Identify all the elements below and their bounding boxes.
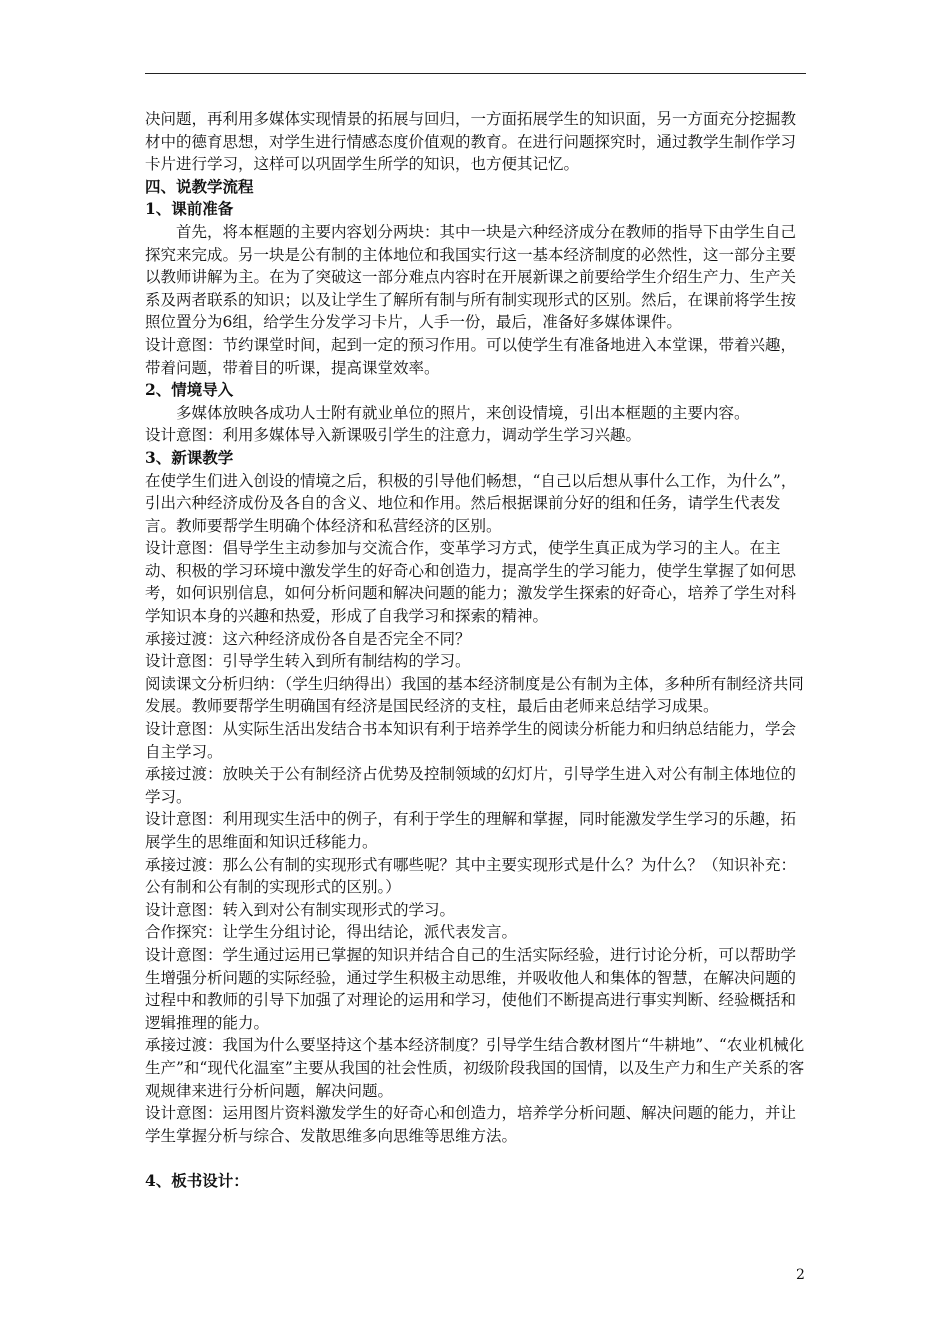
paragraph: 首先，将本框题的主要内容划分两块：其中一块是六种经济成分在教师的指导下由学生自己探究来完成。另一块是公有制的主体地位和我国实行这一基本经济制度的必然性，这一部分主要以教师讲解为主。在为了突破这一部分难点内容时在开展新课之前要给学生介绍生产力、生产关系及两者联系的知识；以及让学生了解所有制与所有制实现形式的区别。然后，在课前将学生按照位置分为6组，给学生分发学习卡片，人手一份，最后，准备好多媒体课件。: [145, 222, 797, 332]
paragraph: 阅读课文分析归纳：（学生归纳得出）我国的基本经济制度是公有制为主体，多种所有制经济共同发展。教师要帮学生明确国有经济是国民经济的支柱，最后由老师来总结学习成果。: [145, 674, 804, 716]
paragraph: 设计意图：学生通过运用已掌握的知识并结合自己的生活实际经验，进行讨论分析，可以帮助学生增强分析问题的实际经验，通过学生积极主动思维，并吸收他人和集体的智慧，在解决问题的过程中和教师的引导下加强了对理论的运用和学习，使他们不断提高进行事实判断、经验概括和逻辑推理的能力。: [145, 945, 797, 1032]
section-heading: 1、课前准备: [145, 199, 234, 219]
paragraph: 设计意图：从实际生活出发结合书本知识有利于培养学生的阅读分析能力和归纳总结能力，学会自主学习。: [145, 720, 797, 761]
section-heading: 四、说教学流程: [145, 176, 254, 196]
paragraph: 设计意图：节约课堂时间，起到一定的预习作用。可以使学生有准备地进入本堂课，带着兴趣，带着问题，带着目的听课，提高课堂效率。: [145, 335, 797, 377]
paragraph: 在使学生们进入创设的情境之后，积极的引导他们畅想，“自己以后想从事什么工作，为什么”，引出六种经济成份及各自的含义、地位和作用。然后根据课前分好的组和任务，请学生代表发言。教师要帮学生明确个体经济和私营经济的区别。: [145, 471, 797, 535]
paragraph: 设计意图：倡导学生主动参加与交流合作，变革学习方式，使学生真正成为学习的主人。在主动、积极的学习环境中激发学生的好奇心和创造力，提高学生的学习能力，使学生掌握了如何思考，如何识别信息，如何分析问题和解决问题的能力；激发学生探索的好奇心，培养了学生对科学知识本身的兴趣和热爱，形成了自我学习和探索的精神。: [145, 539, 797, 626]
header-rule: [145, 73, 806, 74]
page-number: 2: [796, 1267, 805, 1283]
paragraph: 多媒体放映各成功人士附有就业单位的照片，来创设情境，引出本框题的主要内容。: [176, 403, 750, 422]
paragraph: 承接过渡：那么公有制的实现形式有哪些呢？其中主要实现形式是什么？为什么？（知识补充：公有制和公有制的实现形式的区别。）: [145, 855, 797, 897]
paragraph: 设计意图：引导学生转入到所有制结构的学习。: [145, 652, 471, 671]
paragraph: 决问题，再利用多媒体实现情景的拓展与回归，一方面拓展学生的知识面，另一方面充分挖掘教材中的德育思想，对学生进行情感态度价值观的教育。在进行问题探究时，通过教学生制作学习卡片进行学习，这样可以巩固学生所学的知识，也方便其记忆。: [145, 110, 797, 174]
paragraph: 合作探究：让学生分组讨论，得出结论，派代表发言。: [145, 923, 518, 942]
document-body: [145, 108, 810, 1193]
paragraph: 设计意图：利用现实生活中的例子，有利于学生的理解和掌握，同时能激发学生学习的乐趣，拓展学生的思维面和知识迁移能力。: [145, 810, 797, 851]
paragraph: 设计意图：运用图片资料激发学生的好奇心和创造力，培养学分析问题、解决问题的能力，并让学生掌握分析与综合、发散思维多向思维等思维方法。: [145, 1104, 797, 1145]
paragraph: 设计意图：利用多媒体导入新课吸引学生的注意力，调动学生学习兴趣。: [145, 426, 642, 445]
section-heading: 4、板书设计：: [145, 1170, 249, 1190]
section-heading: 3、新课教学: [145, 447, 234, 467]
section-heading: 2、情境导入: [145, 380, 234, 400]
paragraph: 承接过渡：放映关于公有制经济占优势及控制领域的幻灯片，引导学生进入对公有制主体地位的学习。: [145, 765, 797, 806]
paragraph: 承接过渡：这六种经济成份各自是否完全不同？: [145, 629, 471, 648]
blank-line: [145, 1147, 810, 1170]
paragraph: 承接过渡：我国为什么要坚持这个基本经济制度？引导学生结合教材图片“牛耕地”、“农业机械化生产”和“现代化温室”主要从我国的社会性质，初级阶段我国的国情，以及生产力和生产关系的客观规律来进行分析问题，解决问题。: [145, 1036, 805, 1100]
paragraph: 设计意图：转入到对公有制实现形式的学习。: [145, 900, 456, 919]
